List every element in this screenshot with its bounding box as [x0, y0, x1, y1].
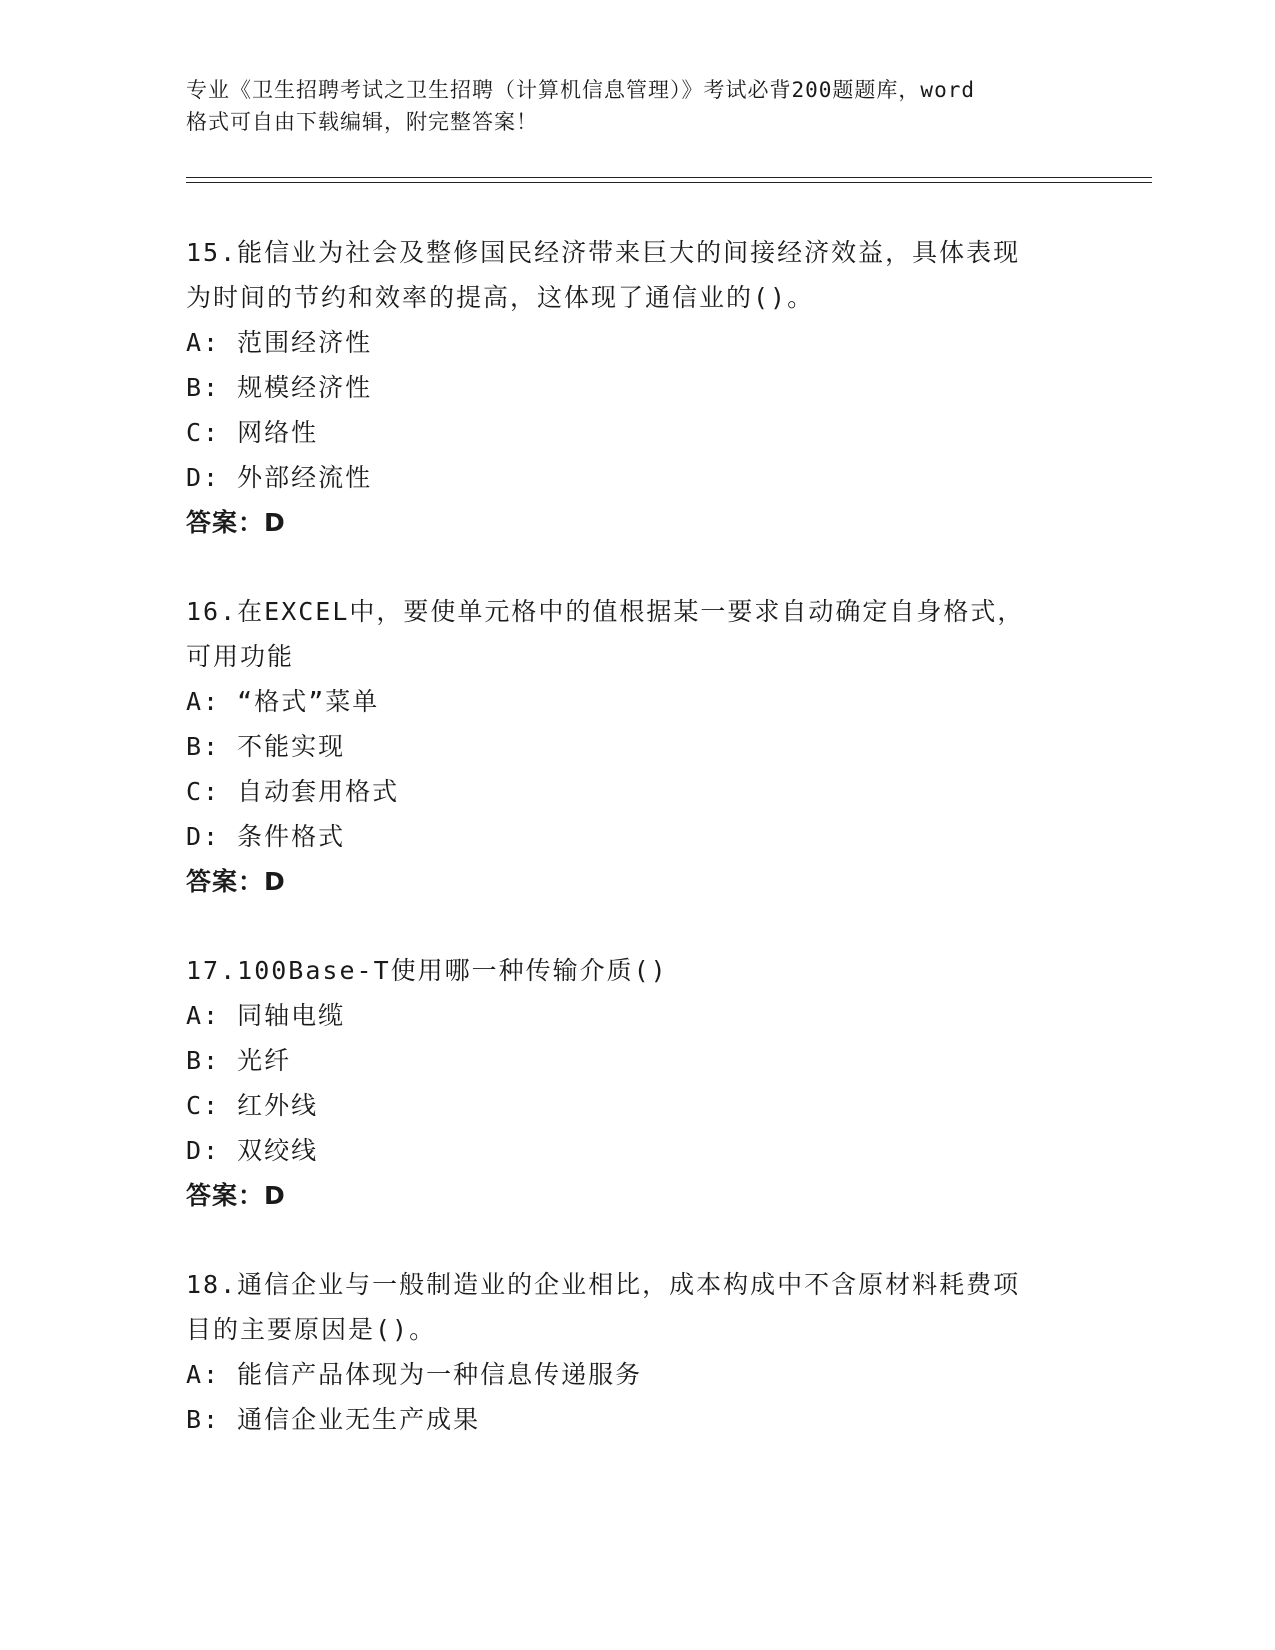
question-stem: 为时间的节约和效率的提高，这体现了通信业的()。 — [186, 283, 815, 312]
question-stem: 18.通信企业与一般制造业的企业相比，成本构成中不含原材料耗费项 — [186, 1270, 1021, 1299]
option-c: C: 网络性 — [186, 418, 319, 447]
option-b: B: 通信企业无生产成果 — [186, 1405, 481, 1434]
header-divider-bottom — [186, 182, 1152, 183]
option-a: A: 能信产品体现为一种信息传递服务 — [186, 1360, 643, 1389]
header-divider-top — [186, 177, 1152, 178]
header-line-1: 专业《卫生招聘考试之卫生招聘（计算机信息管理）》考试必背200题题库，word — [186, 78, 975, 102]
option-d: D: 条件格式 — [186, 822, 346, 851]
question-stem: 16.在EXCEL中，要使单元格中的值根据某一要求自动确定自身格式， — [186, 597, 1025, 626]
answer-label: 答案：D — [186, 1181, 286, 1210]
option-b: B: 光纤 — [186, 1046, 292, 1075]
question-stem: 15.能信业为社会及整修国民经济带来巨大的间接经济效益，具体表现 — [186, 238, 1021, 267]
option-d: D: 外部经流性 — [186, 463, 373, 492]
question-list — [186, 230, 1086, 1486]
header-line-2: 格式可自由下载编辑，附完整答案！ — [186, 110, 538, 134]
question-stem: 目的主要原因是()。 — [186, 1315, 437, 1344]
option-a: A: “格式”菜单 — [186, 687, 380, 716]
question-17 — [186, 948, 1086, 1218]
question-18 — [186, 1262, 1086, 1442]
option-b: B: 规模经济性 — [186, 373, 373, 402]
option-c: C: 自动套用格式 — [186, 777, 400, 806]
option-a: A: 范围经济性 — [186, 328, 373, 357]
question-stem: 17.100Base-T使用哪一种传输介质() — [186, 956, 668, 985]
question-stem: 可用功能 — [186, 642, 295, 671]
option-b: B: 不能实现 — [186, 732, 346, 761]
question-16 — [186, 589, 1086, 904]
option-c: C: 红外线 — [186, 1091, 319, 1120]
answer-label: 答案：D — [186, 508, 286, 537]
option-d: D: 双绞线 — [186, 1136, 319, 1165]
option-a: A: 同轴电缆 — [186, 1001, 346, 1030]
answer-label: 答案：D — [186, 867, 286, 896]
document-header — [186, 74, 1086, 138]
question-15 — [186, 230, 1086, 545]
